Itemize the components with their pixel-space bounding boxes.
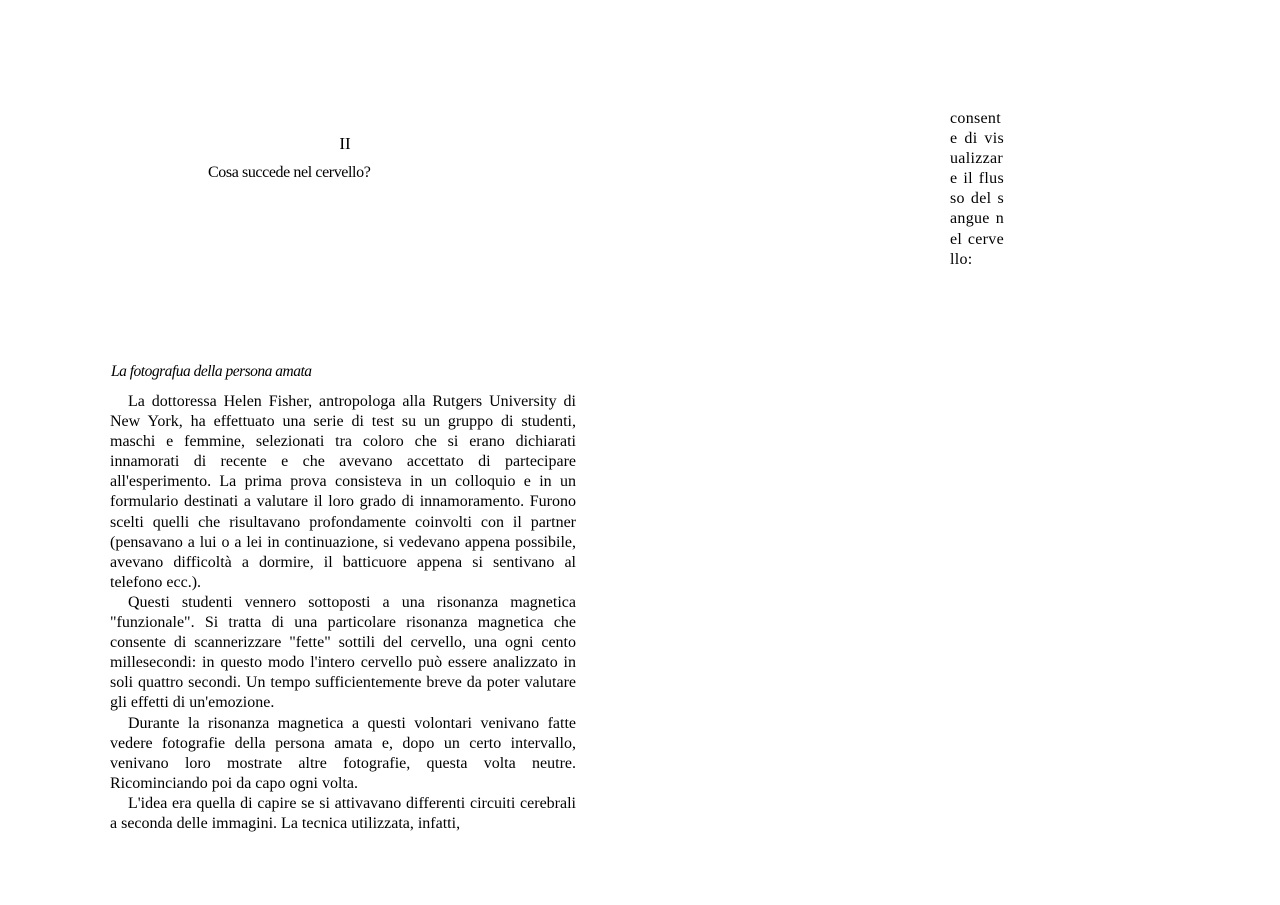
body-text-column bbox=[110, 392, 576, 834]
section-title: La fotografua della persona amata bbox=[111, 363, 312, 380]
paragraph: Durante la risonanza magnetica a questi volontari venivano fatte vedere fotografie della persona amata e, dopo un certo intervallo, venivano loro mostrate altre fotografie, questa volta neutre. Ricominciando poi da capo ogni volta. bbox=[110, 714, 576, 792]
chapter-title: Cosa succede nel cervello? bbox=[208, 164, 371, 181]
paragraph: Questi studenti vennero sottoposti a una risonanza magnetica "funzionale". Si tratta di una particolare risonanza magnetica che consente di scannerizzare "fette" sottili del cervello, una ogni cento millesecondi: in questo modo l'intero cervello può essere analizzato in soli quattro secondi. Un tempo sufficientemente breve da poter valutare gli effetti di un'emozione. bbox=[110, 593, 576, 712]
chapter-number: II bbox=[339, 134, 351, 153]
continuation-text-column: consente di visualizzare il flusso del sangue nel cervello: bbox=[950, 110, 1004, 268]
paragraph: L'idea era quella di capire se si attivavano differenti circuiti cerebrali a seconda delle immagini. La tecnica utilizzata, infatti, bbox=[110, 794, 576, 832]
paragraph: La dottoressa Helen Fisher, antropologa alla Rutgers University di New York, ha effettuato una serie di test su un gruppo di studenti, maschi e femmine, selezionati tra coloro che si erano dichiarati innamorati di recente e che avevano accettato di partecipare all'esperimento. La prima prova consisteva in un colloquio e in un formulario destinati a valutare il loro grado di innamoramento. Furono scelti quelli che risultavano profondamente coinvolti con il partner (pensavano a lui o a lei in continuazione, si vedevano appena possibile, avevano difficoltà a dormire, il batticuore appena si sentivano al telefono ecc.). bbox=[110, 393, 576, 591]
